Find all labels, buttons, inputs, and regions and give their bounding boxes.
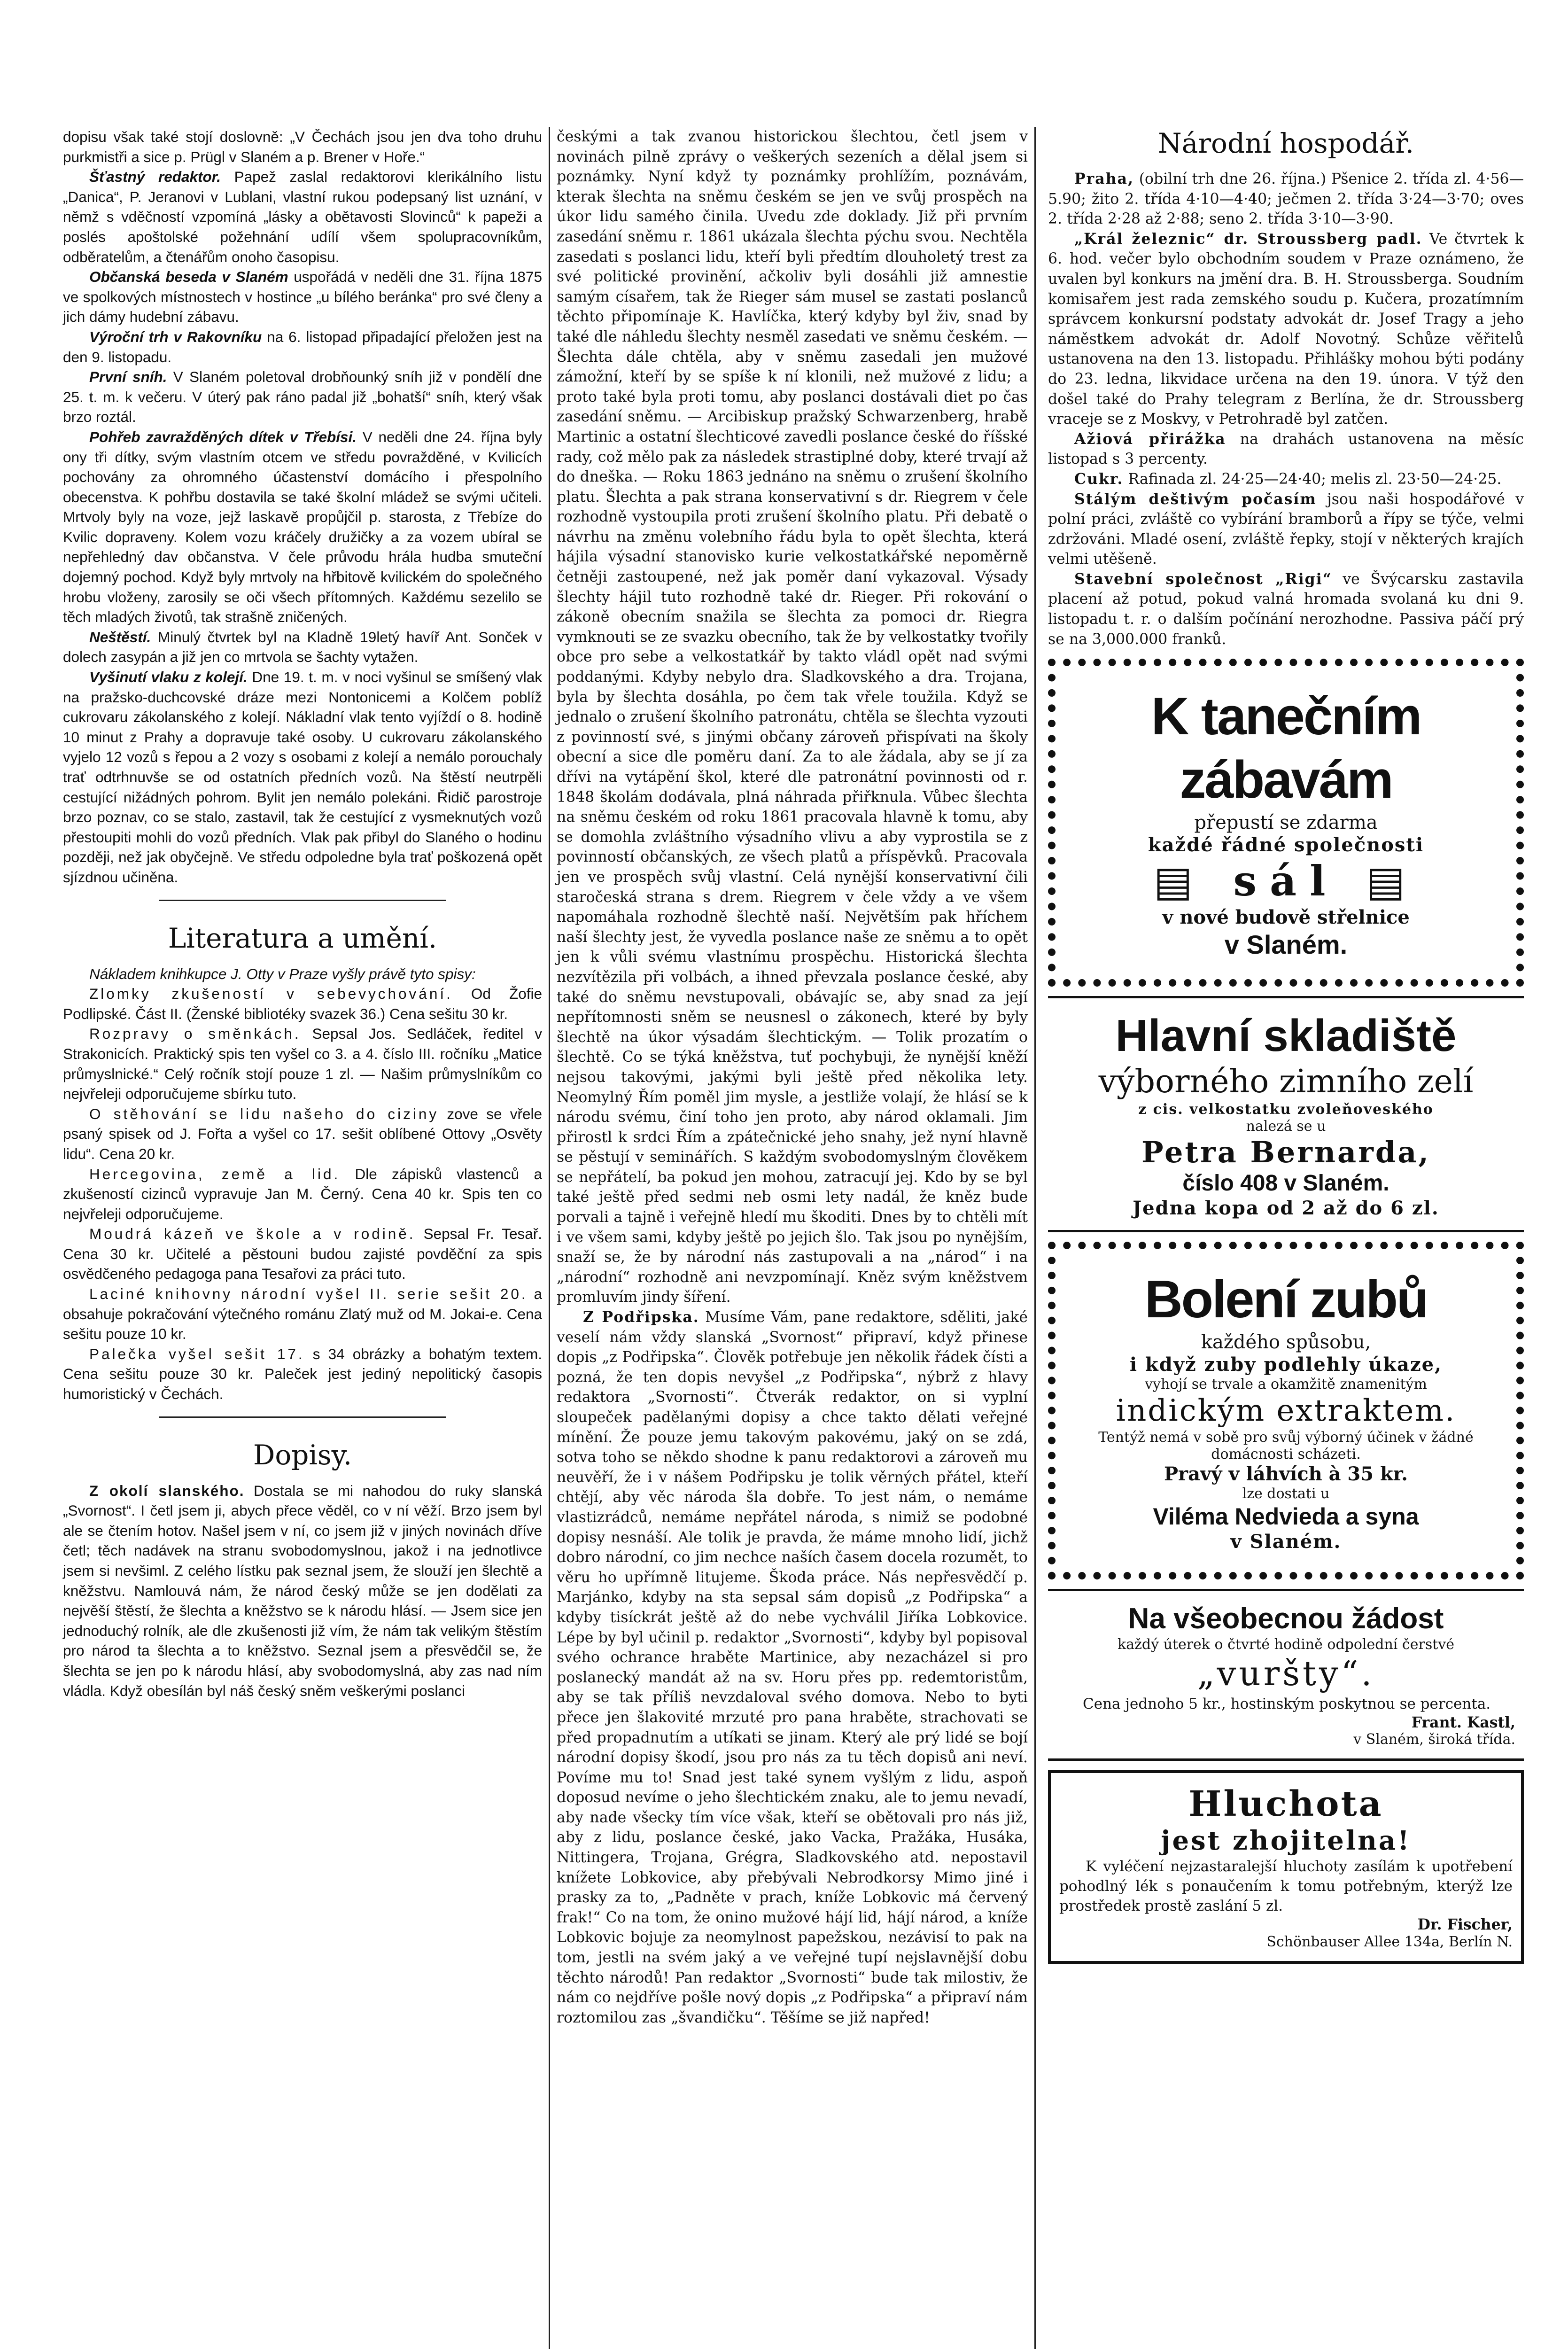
ad-toothache bbox=[1048, 1242, 1524, 1579]
section-title-economy: Národní hospodář. bbox=[1157, 127, 1414, 159]
ad-toothache-title: Bolení zubů bbox=[1144, 1269, 1428, 1329]
ad-text: vyhojí se trvale a okamžitě znamenitým bbox=[1145, 1376, 1427, 1392]
podripska-letter: Z Podřipska. Musíme Vám, pane redaktore, sděliti, jaké veselí nám vždy slanská „Svornost“ připraví, když přinese dopis „z Podřipska“. Člověk potřebuje jen několik řádek čísti a pozná, že ten dopis nevyšel „z Podřipska“, nýbrž z hlavy redaktora „Svornosti“. Čtverák redaktor, on si vyplní sloupeček padělanými dopisy a chce takto dělati veřejné mínění. Že pouze jemu takovým pakovému, jaký on se zdá, sotva toho se někdo shodne k panu redaktorovi a zároveň mu neuvěří, že i v nášem Podřipsku je tolik věrných přátel, kteří chtějí, aby věc národa šla dobře. To jest nám, o nemáme vlastizrádců, nemáme nepřátel národa, s nimiž se podobné dopisy nesnáší. Ale tolik je pravda, že máme mnoho lidí, jichž dobro národní, co jim nechce naších časem docela rozumět, to věru ho upřímně litujeme. Škoda práce. Nás nepřesvědčí p. Marjánko, kdyby na sta sepsal sám dopisů „z Podřipska“ a kdyby tisíckrát ještě až do nebe vychválil Jiříka Lobkovice. Lépe by byl učinil p. redaktor „Svornosti“, kdyby byl popisoval svého ochrance hraběte Martinice, aby nezacházel si pro poslanecký mandát až na sv. Horu přes pp. redemtoristům, aby se tak příliš nevzdaloval svého domova. Nebo to byti přece jen šlakovité mrzuté pro pana hraběte, strachovati se před propadnutím a utíkati se jinam. Který ale prý lidé se bojí národní dopisy škodí, jsou pro nás za tu těch dopisů ani neví. Povíme mu to! Snad jest také synem vyšlým z lidu, aspoň doposud nevíme o jeho šlechtickém znaku, ale to jemu nevadí, aby nade všecky tím více však, kteří se obětovali pro nás již, aby z lidu, poslance české, jako Vacka, Pražáka, Husáka, Nittingera, Trojana, Grégra, Sladkovského atd. nepostavil knížete Lobkovice, aby přebývali Nebrodkorsy Mimo jiné i prasky za to, „Padněte v prach, kníže Lobkovic má červený frak!“ Co na tom, že onino mužové hájí lid, hájí národ, a kníže Lobkovic bojuje za neomylnost papežskou, nezávisí to pak na tom, jestli na svém jaký a ve veřejné tupí nejslavnější dobu těchto národů! Pan redaktor „Svornosti“ bude tak milostiv, že nám co nejdříve pošle nový dopis „z Podřipska“ a připraví nám roztomilou zas „švandičku“. Těšíme se již napřed! bbox=[557, 1308, 1028, 2026]
ad-text: každý úterek o čtvrté hodině odpolední čerstvé bbox=[1118, 1636, 1454, 1653]
ad-text: Pravý v láhvích à 35 kr. bbox=[1164, 1462, 1408, 1485]
intro-paragraph: dopisu však také stojí doslovně: „V Čechách jsou jen dva toho druhu purkmistři a sice p. Prügl v Slaném a p. Brener v Hoře.“ bbox=[63, 128, 542, 165]
section-title-literature: Literatura a umění. bbox=[168, 922, 437, 954]
economy-item: Ažiová přirážka na drahách ustanovena na měsíc listopad s 3 percenty. bbox=[1048, 430, 1524, 468]
ad-signature: Dr. Fischer, bbox=[1417, 1916, 1513, 1934]
news-item: Šťastný redaktor. Papež zaslal redaktorovi klerikálního listu „Danica“, P. Jeranovi v Lublani, vlastní rukou podepsaný list uznání, v němž s vděčností vzpomíná „lásky a obětavosti Slovinců“ k papeži a poslés apoštolské požehnání udílí všem spolupracovníkům, odběratelům, a čtenářům onoho časopisu. bbox=[63, 168, 543, 265]
news-item: Vyšinutí vlaku z kolejí. Dne 19. t. m. v noci vyšinul se smíšený vlak na pražsko-duchcovské dráze mezi Nontonicemi a Kolčem poblíž cukrovaru zákolanského z kolejí. Nákladní vlak tento vyjíždí o 8. hodině 10 minut z Prahy a dopravuje také osoby. U cukrovaru zákolanského vyjelo 12 vozů s řepou a 2 vozy s osobami z kolejí a nemálo porouchaly trať odtrhnuvše se od ostatních předních vozů. Na štěstí neutrpěli cestující nižádných pohrom. Bylit jen nemálo polekáni. Řidič parostroje brzo poznav, co se stalo, zastavil, tak že cestující z vysmeknutých vozů přestoupiti mohli do vozů předních. Vlak pak přibyl do Slaného o hodinu později, než jak obyčejně. Ve středu odpoledne byla trať poškozená opět sjízdnou učiněna. bbox=[63, 669, 542, 886]
literature-item: O stěhování se lidu našeho do ciziny zove se vřele psaný spisek od J. Fořta a vyšel co 17. sešit oblíbené Ottovy „Osvěty lidu“. Cena 20 kr. bbox=[63, 1105, 542, 1162]
economy-item: „Král železnic“ dr. Stroussberg padl. Ve čtvrtek k 6. hod. večer bylo obchodním soudem v Praze oznámeno, že uvalen byl konkurs na jmění dra. B. H. Stroussberga. Soudním komisařem jest rada zemského soudu p. Kučera, prozatímním správcem konkursní podstaty advokát dr. Josef Tragy a jeho náměstkem advokát dr. Adolf Novotný. Schůze věřitelů ustanovena na den 13. listopadu. Přihlášky mohou býti podány do 23. ledna, likvidace určena na den 19. února. V týž den došel také do Prahy telegram z Berlína, že dr. Stroussberg vraceje se z Moskvy, v Petrohradě byl zatčen. bbox=[1048, 230, 1524, 428]
divider bbox=[159, 1416, 446, 1418]
ad-text: Petra Bernarda, bbox=[1141, 1135, 1430, 1169]
ad-text: každého spůsobu, bbox=[1201, 1331, 1371, 1353]
literature-item: Palečka vyšel sešit 17. s 34 obrázky a bohatým textem. Cena sešitu pouze 30 kr. Paleček jest jediný nepolitický časopis humoristický v Čechách. bbox=[63, 1345, 542, 1403]
ad-text: jest zhojitelna! bbox=[1161, 1825, 1411, 1857]
ad-text: Viléma Nedvieda a syna bbox=[1153, 1503, 1419, 1530]
ad-text: lze dostati u bbox=[1242, 1485, 1330, 1502]
ad-text: v Slaném, široká třída. bbox=[1353, 1731, 1515, 1748]
news-item: Neštěstí. Minulý čtvrtek byl na Kladně 19letý havíř Ant. Sonček v dolech zasypán a již jen co mrtvola se šachty vytažen. bbox=[63, 628, 542, 666]
economy-item: Praha, (obilní trh dne 26. října.) Pšenice 2. třída zl. 4·56—5.90; žito 2. třída 4·10—4·40; ječmen 2. třída 3·24—3·70; oves 2. třída 2·28 až 2·88; seno 2. třída 3·10—3·90. bbox=[1048, 170, 1524, 228]
news-item: Pohřeb zavražděných dítek v Třebísi. V neděli dne 24. října byly ony tři dítky, svým vlastním otcem ve středu povražděné, v Kvilicích pochovány za ohromného účastenství domácího i přespolního obecenstva. K pohřbu dostavila se také školní mládež se svými učiteli. Mrtvoly byly na voze, jejž laskavě propůjčil p. starosta, z Třebíze do Kvilic dopraveny. Kolem vozu kráčely družičky a za vozem ubíral se nepřehledný dav občanstva. V čele průvodu hrála hudba smuteční dojemný pochod. Když byly mrtvoly na hřbitově kvilickém do společného hrobu vloženy, zarosily se oči všech přítomných. Každému sezelilo se těch mladých životů, tak strašně zničených. bbox=[63, 428, 542, 626]
ad-text: „vuršty“. bbox=[1197, 1654, 1375, 1694]
ad-text: každé řádné společnosti bbox=[1148, 834, 1424, 856]
ad-text: indickým extraktem. bbox=[1116, 1393, 1456, 1428]
ad-deafness bbox=[1048, 1770, 1524, 1964]
column-left bbox=[56, 127, 549, 2349]
economy-item: Cukr. Rafinada zl. 24·25—24·40; melis zl. 23·50—24·25. bbox=[1074, 470, 1502, 488]
ad-text: z cis. velkostatku zvoleňoveského bbox=[1138, 1101, 1434, 1118]
ad-text: Cena jednoho 5 kr., hostinským poskytnou se percenta. bbox=[1083, 1695, 1491, 1712]
literature-item: Hercegovina, země a lid. Dle zápisků vlastenců a zkušeností cizinců vypravuje Jan M. Černý. Cena 40 kr. Spis ten co nejvřeleji odporučujeme. bbox=[63, 1165, 542, 1222]
literature-intro: Nákladem knihkupce J. Otty v Praze vyšly právě tyto spisy: bbox=[89, 965, 476, 982]
column-middle bbox=[549, 127, 1034, 2349]
ad-text: v Slaném. bbox=[1230, 1530, 1342, 1553]
ad-text: v nové budově střelnice bbox=[1162, 906, 1410, 928]
ad-sausages bbox=[1048, 1589, 1524, 1761]
ad-dance-title: K tanečním zábavám bbox=[1151, 687, 1421, 809]
divider bbox=[159, 900, 446, 901]
ad-dance-hall-word: ▤ sál ▤ bbox=[1153, 856, 1419, 906]
column-right bbox=[1034, 127, 1530, 2349]
ad-text: Tentýž nemá v sobě pro svůj výborný účinek v žádné domácnosti scházeti. bbox=[1098, 1429, 1474, 1462]
ad-text: Schönbauser Allee 134a, Berlín N. bbox=[1266, 1934, 1513, 1951]
news-item: Výroční trh v Rakovníku na 6. listopad připadající přeložen jest na den 9. listopadu. bbox=[63, 328, 542, 366]
column-layout bbox=[56, 127, 1542, 2349]
literature-item: Zlomky zkušeností v sebevychování. Od Žofie Podlipské. Část II. (Ženské bibliotéky svazek 36.) Cena sešitu 30 kr. bbox=[63, 985, 542, 1022]
news-item: Občanská beseda v Slaném uspořádá v neděli dne 31. října 1875 ve spolkových místnostech v hostince „u bílého beránka“ pro své členy a jich dámy hudební zábavu. bbox=[63, 268, 542, 326]
ad-cabbage bbox=[1048, 996, 1524, 1232]
literature-item: Moudrá kázeň ve škole a v rodině. Sepsal Fr. Tesař. Cena 30 kr. Učitelé a pěstouni budou zajisté povděční za spis osvědčeného pedagoga pana Tesařovi za práci tuto. bbox=[63, 1225, 542, 1283]
ad-dance-hall bbox=[1048, 659, 1524, 987]
literature-item: Rozpravy o směnkách. Sepsal Jos. Sedláček, ředitel v Strakonicích. Praktický spis ten vyšel co 3. a 4. číslo III. ročníku „Matice průmyslnické.“ Celý ročník stojí pouze 1 zl. — Našim průmyslníkům co nejvřeleji odporučujeme sbírku tuto. bbox=[63, 1025, 542, 1103]
ad-sausages-title: Na všeobecnou žádost bbox=[1128, 1602, 1444, 1635]
letter-continuation: českými a tak zvanou historickou šlechtou, četl jsem v novinách pilně zprávy o veškerých sezeních a dělal jsem si poznámky. Nyní když ty poznámky prohlížím, poznávám, kterak šlechta na sněmu českém se jen ve svůj prospěch na úkor lidu samého činila. Uvedu zde doklady. Již při prvním zasedání sněmu r. 1861 ukázala šlechta pýchu svou. Nechtěla zasedati s poslanci lidu, kteří byli předtím dlouholetý trest za své politické provinění, ačkoliv byli dosáhli již amnestie samým císařem, tak že Rieger sám musel se zastati poslanců těchto připomínaje K. Havlíčka, který kdyby byl živ, snad by také dle náhledu šlechty nesměl zasedati ve sněmu českém. — Šlechta dále chtěla, aby v sněmu zasedali jen mužové zámožní, kteří by se spíše k ní klonili, než mužové z lidu; a proto také byla proti tomu, aby poslanci dostávali diet po čas zasedání sněmu. — Arcibiskup pražský Schwarzenberg, hrabě Martinic a ostatní šlechticové zavedli poslance české do říšské rady, což mělo pak za následek strastiplné doby, které trvají až do dneška. — Roku 1863 jednáno na sněmu o zrušení školního platu. Šlechta a pak strana konservativní s dr. Riegrem v čele rozhodně vystoupila proti zrušení školního platu. Při debatě o návrhu na změnu volebního řádu byla to opět šlechta, která hájila výsadní stanovisko kurie velkostatkářské nepoměrně četněji zastoupené, než jak poměr daní vykazoval. Výsady šlechty hájil tuto rozhodně také dr. Rieger. Při rokování o zákoně obecním snažila se šlechta za pomoci dr. Riegra vymknouti se ze svazku obecního, tak že by velkostatky tvořily obce pro sebe a velkostatkář by takto vládl opět nad svými poddanými. Kdyby nebylo dra. Sladkovského a dra. Trojana, byla by šlechta dosáhla, po čem tak vřele toužila. Když se jednalo o zrušení školního patronátu, chtěla se šlechta vyzouti z povinností své, s jinými občany zároveň přispívati na školy obecní a sice dle poměru daní. Za to ale žádala, aby se jí za dřívi na vytápění škol, které dle patronátní povinnosti od r. 1848 školám dodávala, plná náhrada přiřknula. Vůbec šlechta na sněmu českém od roku 1861 pracovala hlavně k tomu, aby se domohla zvláštního výsadního vlivu a aby vyprostila se z povinností občanských, ze všech platů a příspěvků. Pracovala jen ve prospěch svůj vlastní. Celá nynější konservativní čili staročeská strana s drem. Riegrem v čele vždy a ve všem napomáhala rozhodně šlechtě naší. Největším pak hříchem naší šlechty jest, že vyvedla poslance naše ze sněmu a to opět jen k vůli svému vlastnímu prospěchu. Historická šlechta nezvítězila při volbách, a ihned převzala poslance české, aby také do sněmu nevstupovali, obávajíc se, aby snad za její nepřítomnosti sněm se neusnesl o zákonech, které by byly šlechtě na úkor výsadám šlechtickým. — Tolik prozatím o šlechtě. Co se týká kněžstva, tuť pochybuji, že nynější kněží nejsou takovými, jakými byli ještě před několika lety. Neomylný Řím poměl jim mysle, a jestliže volají, že hlásí se k národu svému, činí toho jen proto, aby národ oklamali. Jim přirostl k srdci Řím a zpátečnické jeho snahy, jež nyní hlavně se pěstují v seminářích. S každým svobodomyslným člověkem se nepřátelí, ba pokud jen mohou, zatracují jej. Kdo by se byl také ještě před sedmi neb osmi lety nadál, že kněz bude porvali a tajně i veřejně hledí mu škoditi. Dnes by to chtěli mít i ve všem sami, kdyby ještě po jejich šlo. Tak jsou po nynějším, snaží se, že by národní nás zastupovali a na „národ“ i na „národní“ rozhodně ani nevzpomínají. Kněz svým kněžstvem promluvím jindy šíření. bbox=[557, 128, 1028, 1306]
ad-signature: Frant. Kastl, bbox=[1411, 1713, 1515, 1731]
ornament-icon: ▤ bbox=[1366, 856, 1419, 906]
ad-text: v Slaném. bbox=[1224, 929, 1348, 959]
literature-item: Laciné knihovny národní vyšel II. serie sešit 20. a obsahuje pokračování výtečného románu Zlatý muž od M. Jokai-e. Cena sešitu pouze 10 kr. bbox=[63, 1285, 542, 1343]
ad-deafness-title: Hluchota bbox=[1188, 1784, 1383, 1825]
ad-cabbage-title: Hlavní skladiště bbox=[1115, 1010, 1457, 1061]
ad-text: i když zuby podlehly úkaze, bbox=[1129, 1353, 1443, 1376]
ornament-icon: ▤ bbox=[1153, 856, 1206, 906]
news-item: První sníh. V Slaném poletoval drobňounký sníh již v pondělí dne 25. t. m. k večeru. V úterý pak ráno padal již „bohatší“ sníh, který však brzo roztál. bbox=[63, 368, 542, 426]
ad-text: nalezá se u bbox=[1246, 1118, 1326, 1135]
ad-text: číslo 408 v Slaném. bbox=[1182, 1170, 1389, 1196]
dopisy-paragraph: Z okolí slanského. Dostala se mi nahodou do ruky slanská „Svornost“. I četl jsem ji, abych přece věděl, co v ní věží. Brzo jsem byl ale se čtením hotov. Našel jsem v ní, co jsem již v jiných novinách dříve četl; těch nadávek na stranu svobodomyslnou, jakož i na jednotlivce jsem si nevšiml. Z celého lístku pak seznal jsem, že slouží jen šlechtě a kněžstvu. Namlouvá nám, že národ český může se jen dodělati za nejvěší štěstí, že šlechta a kněžstvo se k národu hlásí. — Jsem sice jen jednoduchý rolník, ale dle zkušenosti již vím, že nám tak velikým štěstím pro národ ta šlechta a to kněžstvo. Seznal jsem a přesvědčil se, že šlechta se jen po k národu hlásí, aby svobodomyslná, aby zas nad ním vládla. Když obesílán byl náš český sněm veškerými poslanci bbox=[63, 1482, 542, 1699]
ad-text: K vyléčení nejzastaralejší hluchoty zasílám k upotřebení pohodlný lék s ponaučením k tomu potřebným, kterýž lze prostředek prostě zaslání 5 zl. bbox=[1059, 1858, 1513, 1915]
section-title-dopisy: Dopisy. bbox=[253, 1439, 352, 1471]
ad-text: Jedna kopa od 2 až do 6 zl. bbox=[1133, 1197, 1439, 1219]
ad-text: výborného zimního zelí bbox=[1098, 1063, 1474, 1100]
ad-text: přepustí se zdarma bbox=[1194, 812, 1378, 834]
economy-item: Stavební společnost „Rigi“ ve Švýcarsku zastavila placení až potud, pokud valná hromada svolaná ku dni 9. listopadu t. r. o dalším počínání nerozhodne. Passiva páčí prý se na 3,000.000 franků. bbox=[1048, 570, 1524, 648]
economy-item: Stálým deštivým počasím jsou naši hospodářové v polní práci, zvláště co vybírání bramborů a řípy se týče, velmi zdržováni. Mladé osení, zvláště řepky, stojí v některých krajích velmi utěšeně. bbox=[1048, 490, 1524, 568]
